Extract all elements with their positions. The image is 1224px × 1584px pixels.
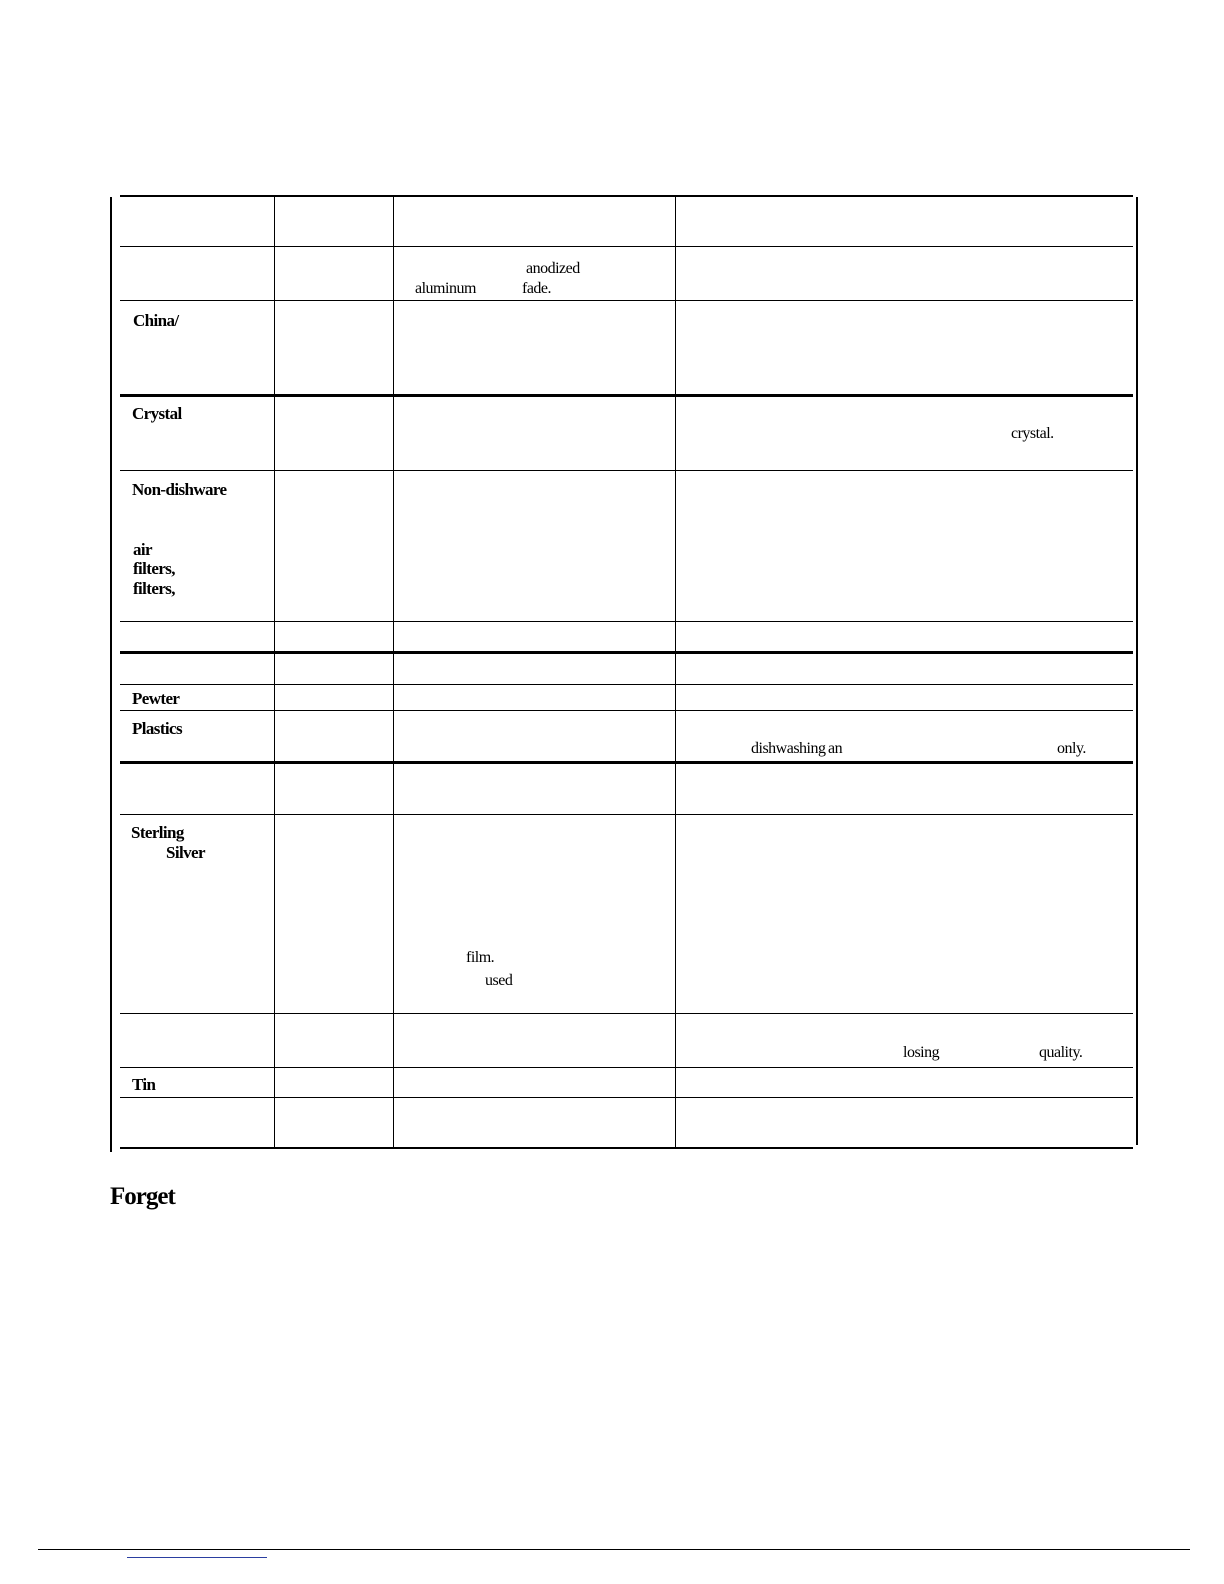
column-divider-1: [274, 197, 275, 1149]
row-divider: [120, 814, 1133, 815]
table-bottom-rule: [120, 1147, 1133, 1149]
cell-text: dishwashing: [751, 740, 826, 757]
cell-text: quality.: [1039, 1044, 1083, 1061]
row-label-pewter: Pewter: [132, 689, 180, 708]
row-label-crystal: Crystal: [132, 404, 182, 423]
cell-text: aluminum: [415, 280, 476, 297]
row-divider: [120, 470, 1133, 471]
row-divider: [120, 1067, 1133, 1068]
cell-text: used: [485, 972, 513, 989]
row-divider: [120, 1013, 1133, 1014]
row-label-air: air: [133, 540, 152, 559]
cell-text: an: [828, 740, 843, 757]
row-label-plastics: Plastics: [132, 719, 182, 738]
cell-text: fade.: [522, 280, 552, 297]
table-frame-right: [1136, 197, 1138, 1145]
row-label-tin: Tin: [132, 1075, 156, 1094]
cell-text: crystal.: [1011, 425, 1054, 442]
cell-text: losing: [903, 1044, 940, 1061]
cell-text: only.: [1057, 740, 1086, 757]
row-label-silver: Silver: [166, 843, 205, 862]
section-heading: Forget: [110, 1183, 175, 1210]
row-label-non-dishware: Non-dishware: [132, 480, 227, 499]
row-divider: [120, 710, 1133, 711]
table-frame-left: [110, 197, 112, 1152]
row-divider: [120, 394, 1133, 397]
row-divider: [120, 300, 1133, 301]
column-divider-2: [393, 197, 394, 1149]
row-divider: [120, 651, 1133, 654]
row-label-sterling: Sterling: [131, 823, 184, 842]
footer-rule: [38, 1549, 1190, 1550]
column-divider-3: [675, 197, 676, 1149]
cell-text: anodized: [526, 260, 580, 277]
row-label-filters: filters,: [133, 559, 175, 578]
row-divider: [120, 246, 1133, 247]
row-divider: [120, 1097, 1133, 1098]
row-label-filters: filters,: [133, 579, 175, 598]
row-divider: [120, 684, 1133, 685]
row-divider: [120, 621, 1133, 622]
cell-text: film.: [466, 949, 495, 966]
footer-link-underline: [127, 1557, 267, 1558]
row-label-china: China/: [133, 311, 179, 330]
row-divider: [120, 761, 1133, 764]
table-top-rule: [120, 195, 1133, 197]
